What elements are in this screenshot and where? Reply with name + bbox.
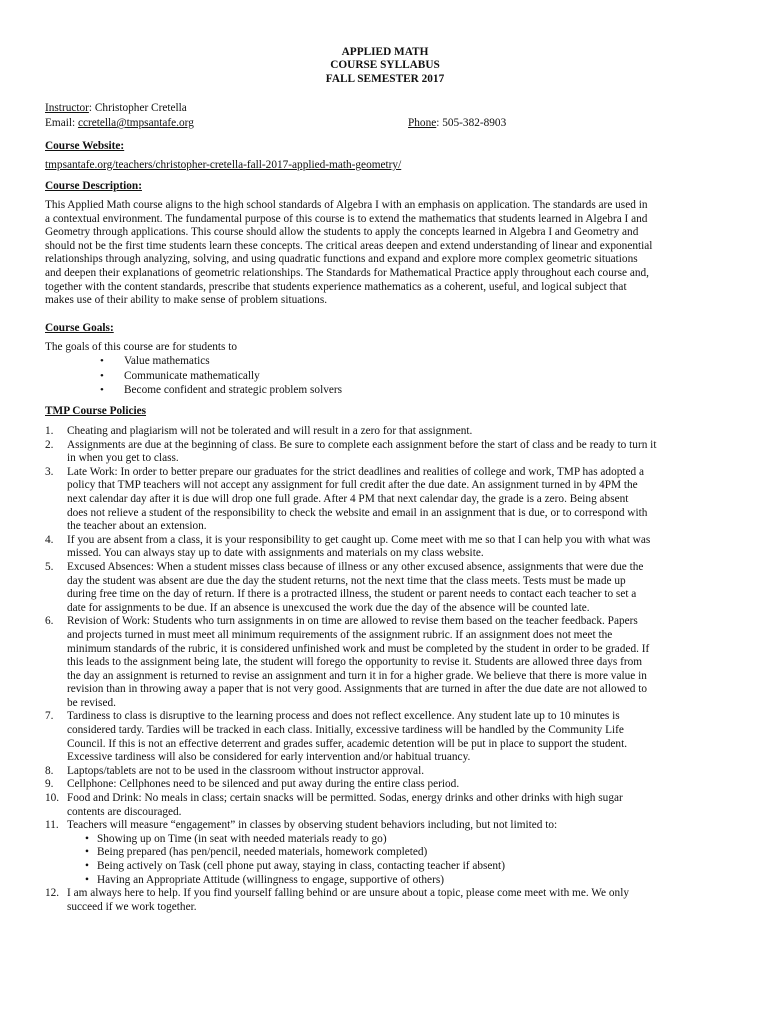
goals-heading: Course Goals: bbox=[45, 322, 114, 334]
policy-line: Excessive tardiness will also be considered for early intervention and/or habitual truancy. bbox=[67, 751, 471, 764]
policy-line: contents are discouraged. bbox=[67, 805, 182, 818]
policy-line: If you are absent from a class, it is your responsibility to get caught up. Come meet with me so that I can help you with what was bbox=[67, 533, 651, 546]
instructor-label: Instructor bbox=[45, 102, 89, 114]
policy-line: this leads to the assignment being late, the student will forego the opportunity to revise it. Students are allowed three days from bbox=[67, 656, 643, 669]
policy-line: Cellphone: Cellphones need to be silenced and put away during the entire class period. bbox=[67, 778, 460, 791]
policy-line: Tardiness to class is disruptive to the learning process and does not reflect excellence. Any student late up to 10 minutes is bbox=[67, 710, 620, 723]
description-heading: Course Description: bbox=[45, 180, 142, 192]
policy-line: Teachers will measure “engagement” in classes by observing student behaviors including, but not limited to: bbox=[67, 819, 558, 832]
website-heading: Course Website: bbox=[45, 140, 125, 152]
goal-item bbox=[45, 384, 728, 399]
description-line: together with the content standards, prescribe that students experience mathematics as a coherent, useful, and logical subject that bbox=[45, 280, 627, 293]
engagement-text: Having an Appropriate Attitude (willingness to engage, supportive of others) bbox=[97, 873, 444, 886]
policy-line: Food and Drink: No meals in class; certain snacks will be permitted. Sodas, energy drinks and other drinks with high sugar bbox=[67, 792, 623, 805]
policy-line: does not relieve a student of the responsibility to check the website and email in an assignment that is due, or to correspond with bbox=[67, 506, 648, 519]
policy-line: Late Work: In order to better prepare our graduates for the strict deadlines and realities of college and work, TMP has adopted a bbox=[67, 465, 645, 478]
title-line-1: APPLIED MATH bbox=[341, 46, 429, 58]
policy-item bbox=[45, 561, 728, 615]
goal-text: Become confident and strategic problem solvers bbox=[124, 384, 343, 397]
policy-line: missed. You can always stay up to date with assignments and materials on my class website. bbox=[67, 547, 484, 560]
policy-number: 7. bbox=[45, 710, 54, 723]
policy-line: date for assignments to be due. If an absence is unexcused the work due the day of the absence will be counted late. bbox=[67, 601, 590, 614]
policy-number: 4. bbox=[45, 533, 54, 546]
policy-line: minimum standards of the rubric, it is considered unfinished work and must be completed by the student in order to be graded. If bbox=[67, 642, 650, 655]
bullet-icon: • bbox=[85, 873, 89, 886]
policy-line: Council. If this is not an effective deterrent and grades suffer, academic detention will be put in place to support the student. bbox=[67, 737, 628, 750]
policy-line: the day an assignment is returned to revise an assignment and turn it in for a higher grade. We believe that there is more value in bbox=[67, 669, 647, 682]
policy-item bbox=[45, 819, 728, 887]
engagement-item bbox=[45, 833, 728, 847]
policy-number: 5. bbox=[45, 560, 54, 573]
description-line: This Applied Math course aligns to the high school standards of Algebra I with an emphasis on application. The standards are used in bbox=[45, 199, 648, 211]
policy-number: 10. bbox=[45, 792, 60, 805]
phone-label: Phone bbox=[408, 117, 437, 129]
policy-line: day the student was absent are due the day the student returns, not the next time that the class meets. Tests must be made up bbox=[67, 574, 626, 587]
engagement-text: Being prepared (has pen/pencil, needed materials, homework completed) bbox=[97, 846, 428, 859]
website-link[interactable]: tmpsantafe.org/teachers/christopher-cretella-fall-2017-applied-math-geometry/ bbox=[45, 159, 402, 171]
policy-number: 9. bbox=[45, 778, 54, 791]
policy-line: I am always here to help. If you find yourself falling behind or are unsure about a topic, please come meet with me. We only bbox=[67, 887, 629, 900]
policy-item bbox=[45, 710, 728, 764]
policy-line: Revision of Work: Students who turn assignments in on time are allowed to revise them based on the teacher feedback. Papers bbox=[67, 615, 638, 628]
policy-line: revision than in throwing away a paper that is not very good. Assignments that are turned in after the due date are not allowed to bbox=[67, 683, 648, 696]
policy-line: succeed if we work together. bbox=[67, 900, 197, 913]
bullet-icon: • bbox=[100, 369, 104, 382]
policy-line: Laptops/tablets are not to be used in the classroom without instructor approval. bbox=[67, 764, 425, 777]
policy-number: 6. bbox=[45, 615, 54, 628]
bullet-icon: • bbox=[85, 832, 89, 845]
policy-line: next calendar day after it is due will drop one full grade. After 4 PM that next calendar day, the grade is a zero. Being absent bbox=[67, 492, 629, 505]
policy-item bbox=[45, 778, 728, 792]
description-line: makes use of their ability to make sense of problem situations. bbox=[45, 294, 328, 307]
policy-line: Assignments are due at the beginning of class. Be sure to complete each assignment before the start of class and be ready to turn it bbox=[67, 438, 657, 451]
email-link[interactable]: ccretella@tmpsantafe.org bbox=[77, 117, 194, 129]
engagement-item bbox=[45, 874, 728, 888]
email-line bbox=[45, 117, 194, 131]
goal-text: Value mathematics bbox=[124, 355, 210, 367]
description-line: a contextual environment. The fundamental purpose of this course is to extend the mathematics that students learned in Algebra I and bbox=[45, 212, 648, 225]
policy-line: considered tardy. Tardies will be tracked in each class. Initially, excessive tardiness will be handled by the Community Life bbox=[67, 724, 624, 737]
bullet-icon: • bbox=[100, 355, 104, 367]
description-line: should not be the first time students learn these concepts. The critical areas deepen and extend understanding of linear and exponential bbox=[45, 239, 653, 252]
policy-number: 1. bbox=[45, 425, 54, 437]
policy-number: 2. bbox=[45, 438, 54, 451]
policy-item bbox=[45, 425, 728, 439]
policy-item bbox=[45, 534, 728, 561]
goals-intro: The goals of this course are for students to bbox=[45, 341, 237, 353]
policy-line: be revised. bbox=[67, 696, 116, 709]
policy-item bbox=[45, 466, 728, 534]
description-line: Geometry through applications. This course should allow the students to apply the concepts learned in Algebra I and Geometry and bbox=[45, 226, 639, 239]
policy-line: during free time on the day of return. If there is a protracted illness, the student or parent needs to contact each teacher to set a bbox=[67, 588, 637, 601]
engagement-item bbox=[45, 860, 728, 874]
policies-list bbox=[45, 425, 728, 914]
instructor-line bbox=[45, 102, 187, 116]
bullet-icon: • bbox=[85, 860, 89, 872]
goal-item bbox=[45, 370, 728, 385]
policy-line: in when you get to class. bbox=[67, 452, 179, 465]
bullet-icon: • bbox=[100, 384, 104, 397]
policy-item bbox=[45, 792, 728, 819]
description-line: relationships through analyzing, solving, and using quadratic functions and expand and explore more complex geometric situations bbox=[45, 253, 638, 266]
policy-number: 8. bbox=[45, 764, 54, 777]
policy-line: policy that TMP teachers will not accept any assignment for full credit after the due date. An assignment turned in by 4PM the bbox=[67, 479, 638, 492]
document-title bbox=[0, 46, 770, 86]
policy-line: and projects turned in must meet all minimum requirements of the assignment rubric. If an assignment does not meet the bbox=[67, 628, 613, 641]
policies-heading: TMP Course Policies bbox=[45, 405, 147, 417]
policy-line: the teacher about an extension. bbox=[67, 520, 207, 533]
policy-number: 3. bbox=[45, 465, 54, 478]
policy-number: 12. bbox=[45, 887, 60, 900]
bullet-icon: • bbox=[85, 846, 89, 859]
email-label: Email: bbox=[45, 117, 76, 129]
description-line: and deepen their explanations of geometric relationships. The Standards for Mathematical Practice apply throughout each course and, bbox=[45, 266, 649, 279]
policy-line: Excused Absences: When a student misses class because of illness or any other excused absence, assignments that were due the bbox=[67, 560, 644, 573]
instructor-name: : Christopher Cretella bbox=[88, 102, 187, 114]
goals-list bbox=[45, 355, 728, 399]
phone-line bbox=[408, 117, 506, 131]
title-line-3: FALL SEMESTER 2017 bbox=[325, 72, 445, 85]
website-url-line bbox=[45, 159, 401, 173]
phone-number: : 505-382-8903 bbox=[436, 117, 507, 129]
engagement-item bbox=[45, 846, 728, 860]
policy-line: Cheating and plagiarism will not be tolerated and will result in a zero for that assignment. bbox=[67, 425, 473, 437]
policy-item bbox=[45, 765, 728, 779]
title-line-2: COURSE SYLLABUS bbox=[330, 59, 440, 72]
policy-item bbox=[45, 439, 728, 466]
policy-item bbox=[45, 887, 728, 914]
goal-item bbox=[45, 355, 728, 370]
policy-item bbox=[45, 615, 728, 710]
goal-text: Communicate mathematically bbox=[124, 369, 260, 382]
policy-number: 11. bbox=[45, 819, 59, 832]
engagement-text: Being actively on Task (cell phone put away, staying in class, contacting teacher if absent) bbox=[97, 860, 505, 872]
description-paragraph bbox=[45, 199, 728, 308]
engagement-text: Showing up on Time (in seat with needed materials ready to go) bbox=[97, 832, 387, 845]
